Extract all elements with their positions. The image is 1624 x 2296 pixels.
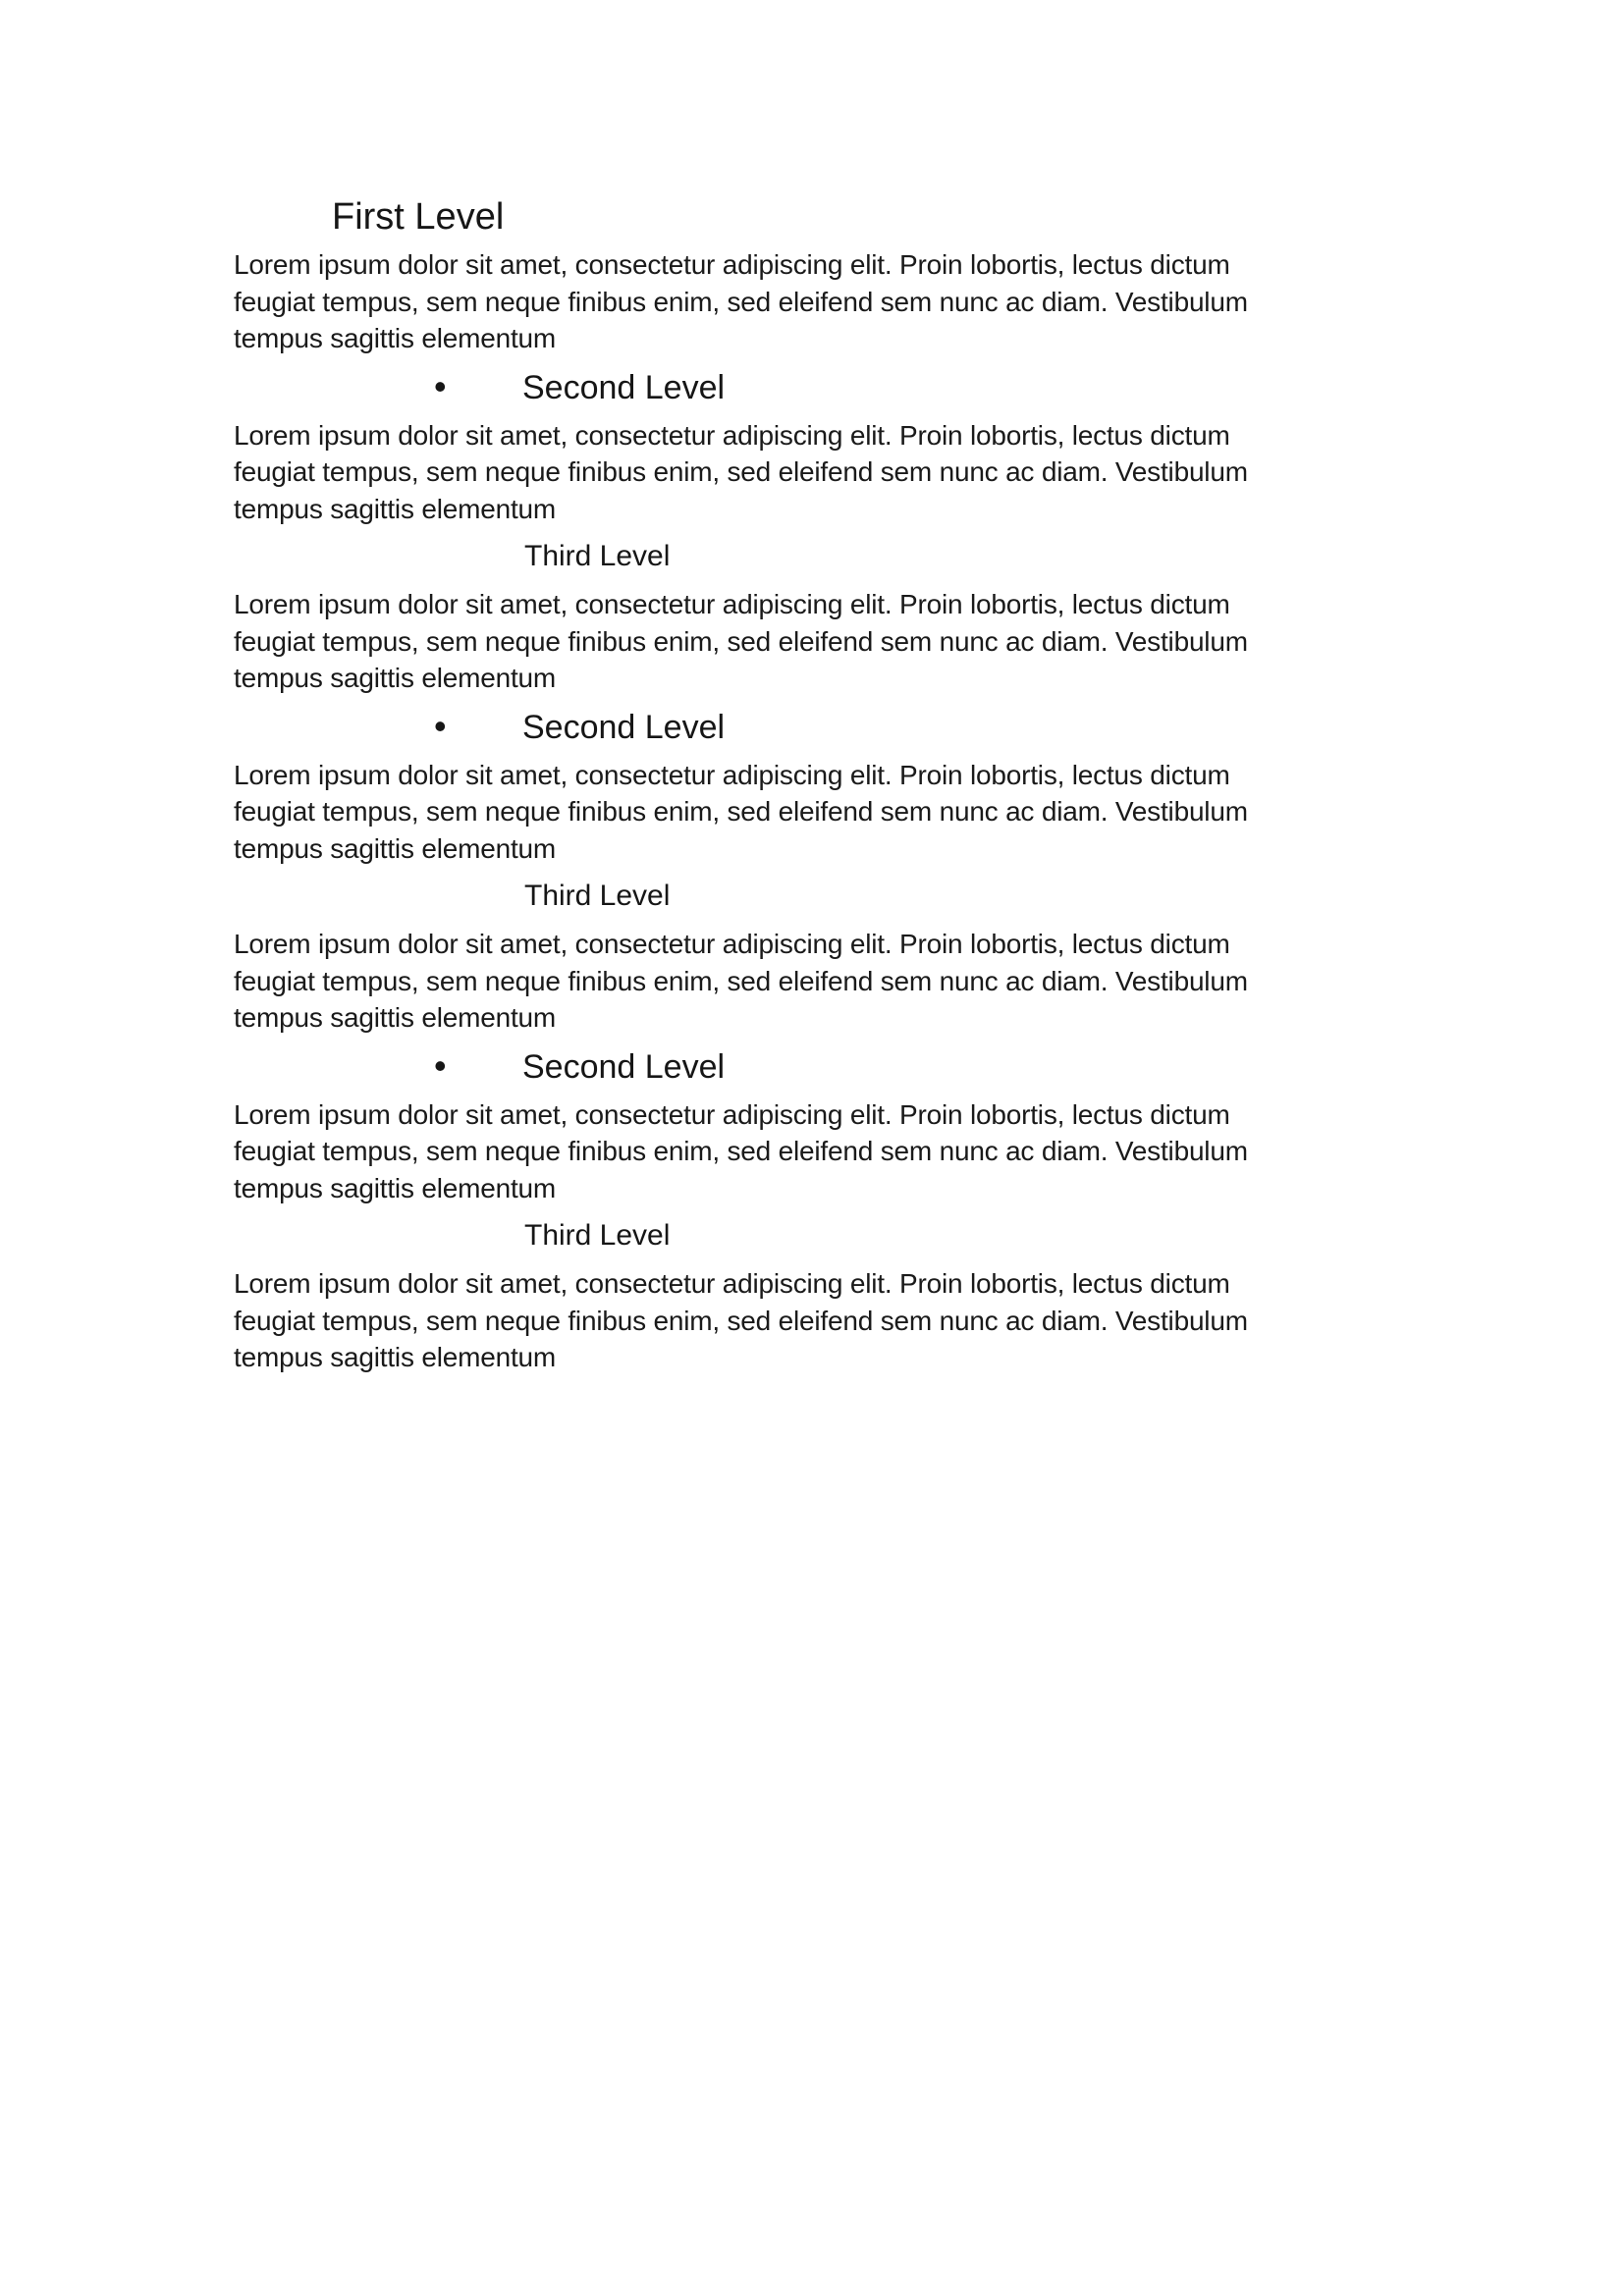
paragraph-line: tempus sagittis elementum (234, 493, 557, 524)
section-third-level (234, 867, 1447, 1037)
heading-level-3: Third Level (524, 880, 671, 912)
section-first-level (234, 187, 1447, 357)
heading-level-2 (234, 1037, 1447, 1096)
heading-level-2 (234, 357, 1447, 417)
body-paragraph (234, 417, 1447, 528)
paragraph-line: feugiat tempus, sem neque finibus enim, sed eleifend sem nunc ac diam. Vestibulum (234, 625, 1248, 657)
list-bullet-icon: • (434, 365, 447, 406)
heading-level-3: Third Level (524, 1219, 671, 1252)
paragraph-line: tempus sagittis elementum (234, 663, 557, 693)
paragraph-line: Lorem ipsum dolor sit amet, consectetur adipiscing elit. Proin lobortis, lectus dictum (234, 1268, 1230, 1299)
heading-level-1: First Level (332, 196, 505, 238)
section-second-level (234, 697, 1447, 868)
section-second-level (234, 357, 1447, 528)
paragraph-line: Lorem ipsum dolor sit amet, consectetur adipiscing elit. Proin lobortis, lectus dictum (234, 759, 1230, 790)
paragraph-line: tempus sagittis elementum (234, 1342, 557, 1372)
paragraph-line: feugiat tempus, sem neque finibus enim, sed eleifend sem nunc ac diam. Vestibulum (234, 1305, 1248, 1336)
paragraph-line: Lorem ipsum dolor sit amet, consectetur adipiscing elit. Proin lobortis, lectus dictum (234, 249, 1230, 280)
list-bullet-icon: • (434, 705, 447, 746)
paragraph-line: Lorem ipsum dolor sit amet, consectetur adipiscing elit. Proin lobortis, lectus dictum (234, 929, 1230, 959)
body-paragraph (234, 1265, 1447, 1376)
paragraph-line: Lorem ipsum dolor sit amet, consectetur adipiscing elit. Proin lobortis, lectus dictum (234, 589, 1230, 619)
paragraph-line: feugiat tempus, sem neque finibus enim, sed eleifend sem nunc ac diam. Vestibulum (234, 1136, 1248, 1166)
paragraph-line: Lorem ipsum dolor sit amet, consectetur adipiscing elit. Proin lobortis, lectus dictum (234, 1098, 1230, 1130)
paragraph-line: feugiat tempus, sem neque finibus enim, sed eleifend sem nunc ac diam. Vestibulum (234, 456, 1248, 487)
paragraph-line: tempus sagittis elementum (234, 1172, 557, 1203)
paragraph-line: feugiat tempus, sem neque finibus enim, sed eleifend sem nunc ac diam. Vestibulum (234, 965, 1248, 996)
section-second-level (234, 1037, 1447, 1207)
heading-level-3: Third Level (524, 540, 671, 572)
body-paragraph (234, 757, 1447, 868)
body-paragraph (234, 246, 1447, 357)
section-third-level (234, 527, 1447, 697)
paragraph-line: feugiat tempus, sem neque finibus enim, sed eleifend sem nunc ac diam. Vestibulum (234, 286, 1248, 317)
body-paragraph (234, 586, 1447, 697)
paragraph-line: tempus sagittis elementum (234, 832, 557, 864)
paragraph-line: Lorem ipsum dolor sit amet, consectetur adipiscing elit. Proin lobortis, lectus dictum (234, 419, 1230, 451)
heading-level-2-label: Second Level (522, 368, 726, 406)
paragraph-line: feugiat tempus, sem neque finibus enim, sed eleifend sem nunc ac diam. Vestibulum (234, 796, 1248, 827)
heading-level-2-label: Second Level (522, 708, 726, 746)
paragraph-line: tempus sagittis elementum (234, 323, 557, 353)
section-third-level (234, 1206, 1447, 1376)
body-paragraph (234, 1096, 1447, 1207)
list-bullet-icon: • (434, 1044, 447, 1086)
heading-level-2-label: Second Level (522, 1047, 726, 1086)
heading-level-2 (234, 697, 1447, 757)
body-paragraph (234, 926, 1447, 1037)
paragraph-line: tempus sagittis elementum (234, 1002, 557, 1033)
